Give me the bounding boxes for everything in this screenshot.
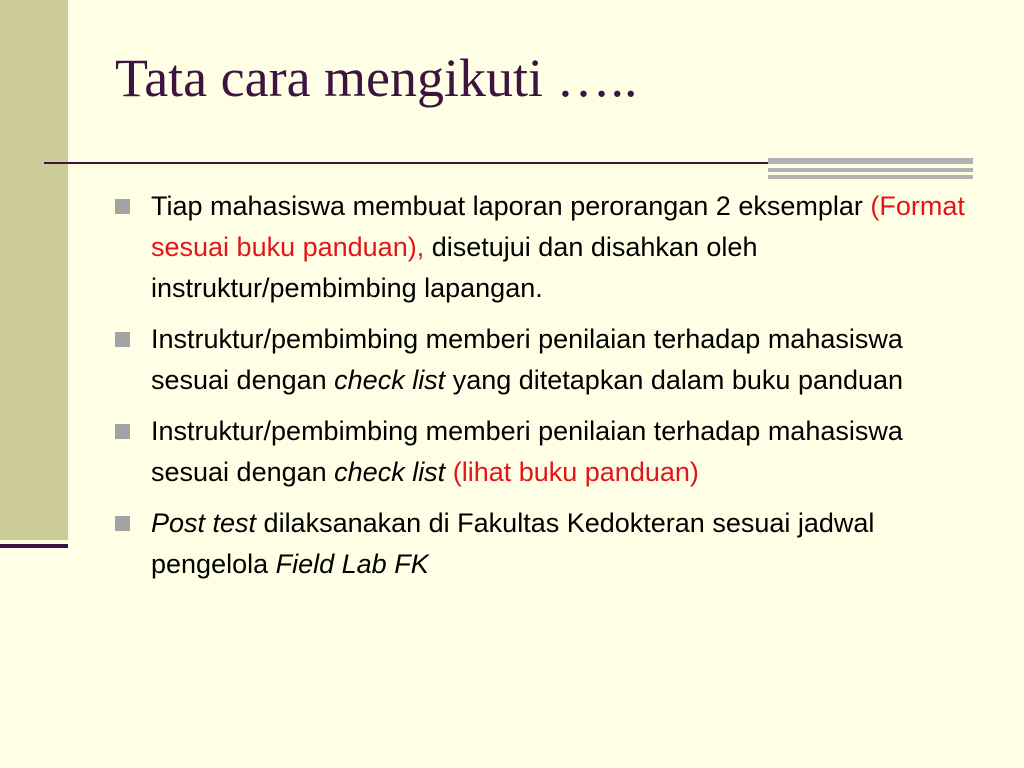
bullet-text-segment: Instruktur/pembimbing memberi penilaian terhadap mahasiswa sesuai dengan: [151, 416, 903, 487]
accent-bar-top: [768, 158, 973, 164]
bullet-item: [115, 319, 975, 401]
bullet-text-segment: Tiap mahasiswa membuat laporan perorangan 2 eksemplar: [151, 191, 871, 221]
bullet-text-highlight: (lihat buku panduan): [445, 457, 699, 487]
left-decorative-bar: [0, 0, 68, 540]
bullet-text-segment: Instruktur/pembimbing memberi penilaian terhadap mahasiswa sesuai dengan: [151, 324, 903, 395]
bullet-text-segment: disetujui dan disahkan oleh instruktur/pembimbing lapangan.: [151, 232, 758, 303]
bullet-text-highlight: (Format sesuai buku panduan),: [151, 191, 965, 262]
accent-bar-bottom: [768, 175, 973, 179]
square-bullet-icon: [115, 516, 130, 531]
bullet-text-italic: Post test: [151, 508, 257, 538]
square-bullet-icon: [115, 332, 130, 347]
bullet-text-segment: dilaksanakan di Fakultas Kedokteran sesuai jadwal pengelola: [151, 508, 875, 579]
bullet-item: [115, 411, 975, 493]
bullet-text-italic: Field Lab FK: [275, 549, 429, 579]
bullet-list: [115, 186, 975, 595]
slide-title: Tata cara mengikuti …..: [115, 48, 638, 108]
bullet-item: [115, 503, 975, 585]
square-bullet-icon: [115, 424, 130, 439]
left-bar-underline: [0, 544, 68, 548]
bullet-text-segment: yang ditetapkan dalam buku panduan: [445, 365, 904, 395]
bullet-text-italic: check list: [334, 365, 446, 395]
bullet-text-italic: check list: [334, 457, 446, 487]
square-bullet-icon: [115, 199, 130, 214]
bullet-item: [115, 186, 975, 309]
accent-bar-middle: [768, 168, 973, 172]
